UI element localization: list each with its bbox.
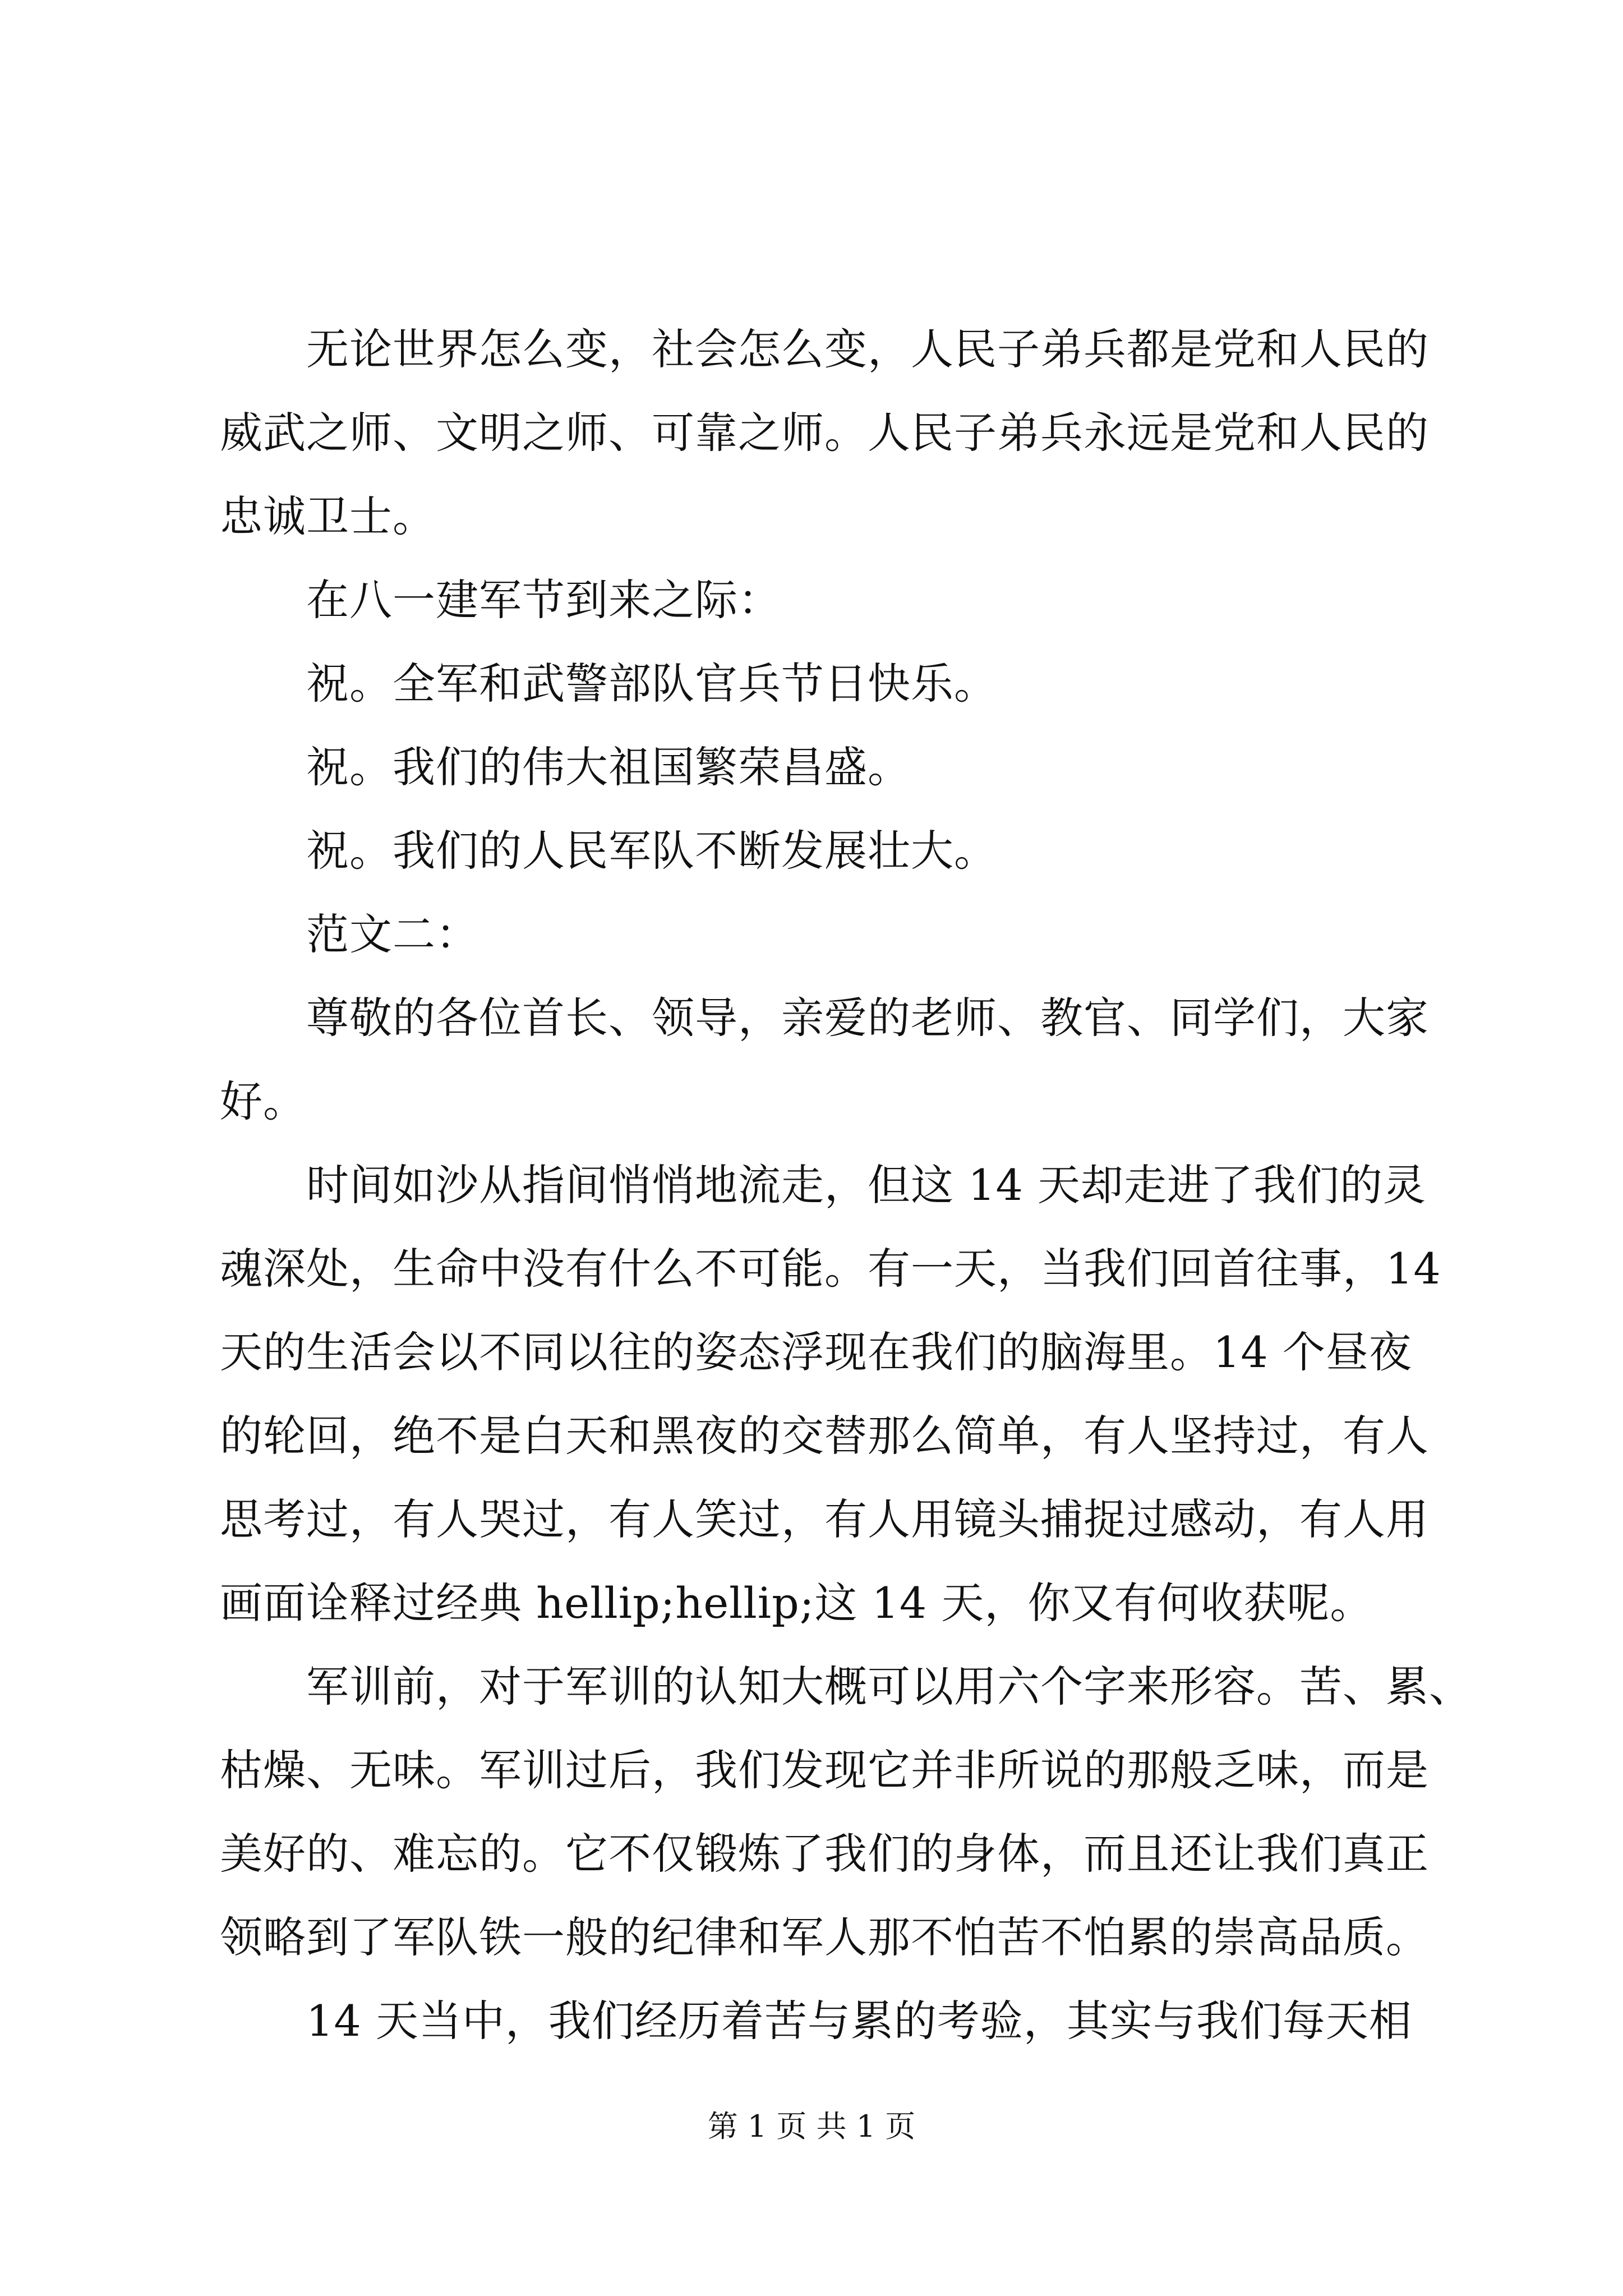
text-line: 的轮回，绝不是白天和黑夜的交替那么简单，有人坚持过，有人 xyxy=(220,1411,1429,1461)
text-line: 尊敬的各位首长、领导，亲爱的老师、教官、同学们，大家 xyxy=(306,993,1429,1043)
text-line: 祝。我们的伟大祖国繁荣昌盛。 xyxy=(306,742,911,792)
text-line: 美好的、难忘的。它不仅锻炼了我们的身体，而且还让我们真正 xyxy=(220,1829,1429,1879)
text-line: 忠诚卫士。 xyxy=(220,491,436,541)
text-line: 在八一建军节到来之际： xyxy=(306,575,781,625)
text-line: 威武之师、文明之师、可靠之师。人民子弟兵永远是党和人民的 xyxy=(220,408,1429,458)
text-line: 魂深处，生命中没有什么不可能。有一天，当我们回首往事，14 xyxy=(220,1244,1441,1294)
document-body xyxy=(220,307,1472,2063)
page-footer xyxy=(0,2107,1623,2146)
section-heading: 范文二： xyxy=(306,909,479,959)
text-line: 14 天当中，我们经历着苦与累的考验，其实与我们每天相 xyxy=(306,1996,1412,2046)
text-line: 军训前，对于军训的认知大概可以用六个字来形容。苦、累、 xyxy=(306,1662,1472,1711)
text-line: 思考过，有人哭过，有人笑过，有人用镜头捕捉过感动，有人用 xyxy=(220,1494,1429,1544)
text-line: 天的生活会以不同以往的姿态浮现在我们的脑海里。14 个昼夜 xyxy=(220,1327,1412,1377)
text-line: 画面诠释过经典 hellip;hellip;这 14 天，你又有何收获呢。 xyxy=(220,1578,1373,1628)
text-line: 好。 xyxy=(220,1076,306,1126)
text-line: 祝。我们的人民军队不断发展壮大。 xyxy=(306,826,997,876)
text-line: 无论世界怎么变，社会怎么变，人民子弟兵都是党和人民的 xyxy=(306,324,1429,374)
text-line: 领略到了军队铁一般的纪律和军人那不怕苦不怕累的崇高品质。 xyxy=(220,1912,1429,1962)
text-line: 时间如沙从指间悄悄地流走，但这 14 天却走进了我们的灵 xyxy=(306,1160,1427,1210)
page-number-label: 第 1 页 共 1 页 xyxy=(707,2109,916,2144)
text-line: 枯燥、无味。军训过后，我们发现它并非所说的那般乏味，而是 xyxy=(220,1745,1429,1795)
text-line: 祝。全军和武警部队官兵节日快乐。 xyxy=(306,659,997,708)
